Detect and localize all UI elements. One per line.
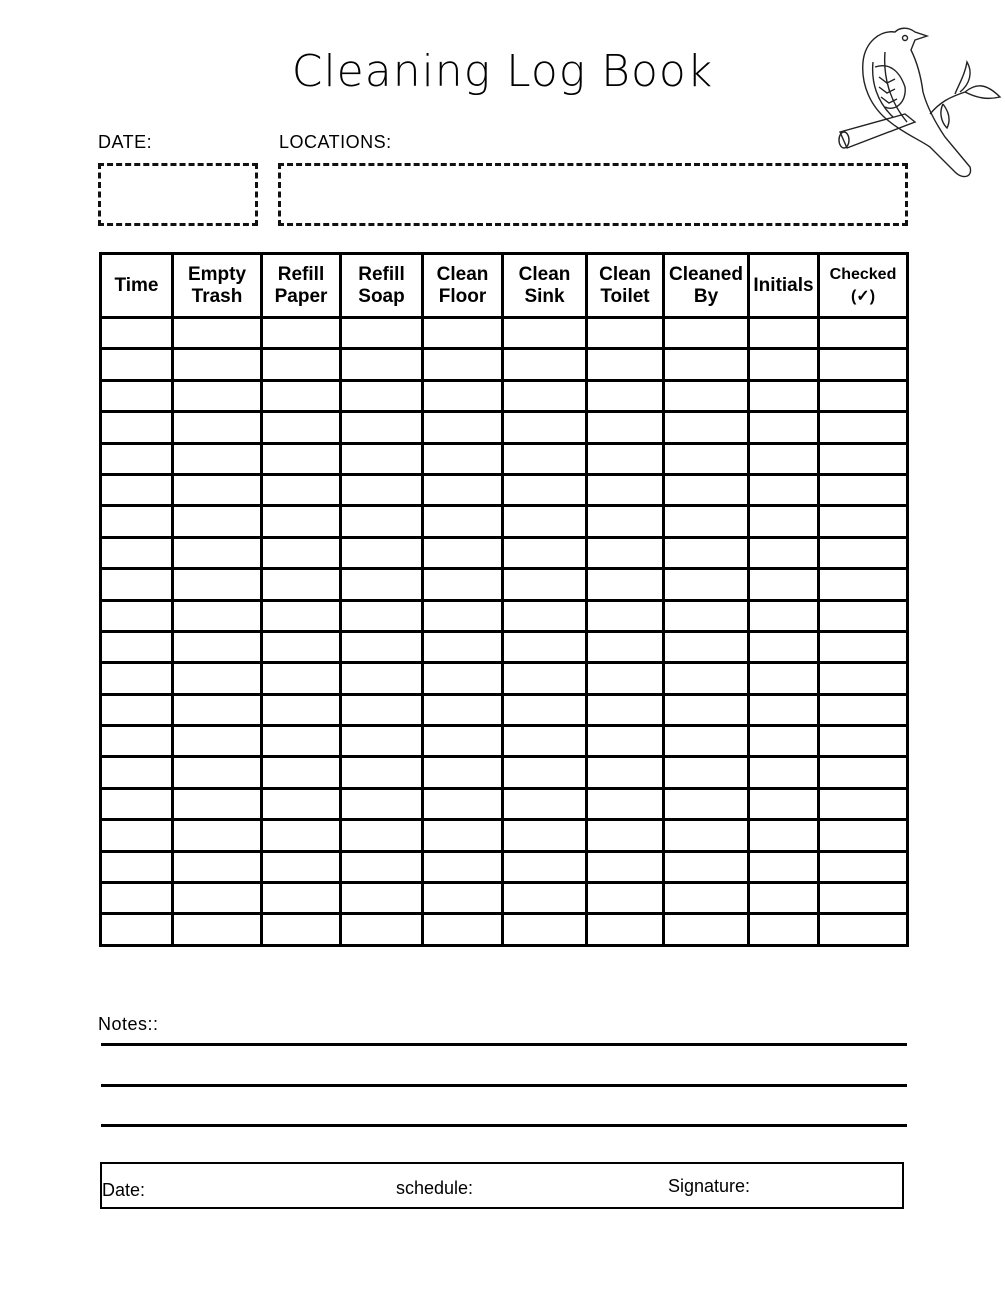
table-cell[interactable]	[503, 788, 587, 819]
page-title: Cleaning Log Book	[291, 46, 714, 97]
table-cell[interactable]	[423, 537, 503, 568]
table-cell[interactable]	[101, 380, 173, 411]
column-header: Clean Sink	[503, 254, 587, 318]
table-cell[interactable]	[503, 914, 587, 945]
table-cell[interactable]	[101, 820, 173, 851]
column-header: Refill Soap	[341, 254, 423, 318]
table-cell[interactable]	[503, 883, 587, 914]
table-cell[interactable]	[101, 914, 173, 945]
table-cell[interactable]	[664, 726, 749, 757]
table-cell[interactable]	[423, 474, 503, 505]
table-cell[interactable]	[664, 883, 749, 914]
table-cell[interactable]	[503, 631, 587, 662]
date-input[interactable]	[98, 163, 258, 226]
table-cell[interactable]	[262, 820, 341, 851]
table-cell[interactable]	[587, 537, 664, 568]
table-cell[interactable]	[819, 820, 908, 851]
table-cell[interactable]	[664, 474, 749, 505]
table-cell[interactable]	[173, 788, 262, 819]
table-row	[101, 380, 908, 411]
table-cell[interactable]	[503, 569, 587, 600]
table-cell[interactable]	[587, 820, 664, 851]
table-cell[interactable]	[503, 820, 587, 851]
table-cell[interactable]	[173, 380, 262, 411]
table-cell[interactable]	[341, 349, 423, 380]
table-cell[interactable]	[341, 600, 423, 631]
table-cell[interactable]	[503, 506, 587, 537]
table-cell[interactable]	[341, 788, 423, 819]
table-cell[interactable]	[101, 631, 173, 662]
table-cell[interactable]	[423, 663, 503, 694]
table-cell[interactable]	[749, 726, 819, 757]
table-cell[interactable]	[587, 412, 664, 443]
table-cell[interactable]	[819, 380, 908, 411]
table-cell[interactable]	[262, 443, 341, 474]
table-cell[interactable]	[819, 788, 908, 819]
table-cell[interactable]	[101, 663, 173, 694]
table-cell[interactable]	[749, 788, 819, 819]
table-cell[interactable]	[664, 349, 749, 380]
table-cell[interactable]	[664, 537, 749, 568]
table-cell[interactable]	[423, 600, 503, 631]
table-cell[interactable]	[173, 631, 262, 662]
table-row	[101, 443, 908, 474]
table-row	[101, 663, 908, 694]
table-row	[101, 631, 908, 662]
table-cell[interactable]	[587, 349, 664, 380]
table-cell[interactable]	[423, 694, 503, 725]
table-row	[101, 820, 908, 851]
table-cell[interactable]	[587, 474, 664, 505]
table-cell[interactable]	[664, 318, 749, 349]
table-cell[interactable]	[262, 694, 341, 725]
table-cell[interactable]	[173, 883, 262, 914]
table-cell[interactable]	[341, 380, 423, 411]
table-cell[interactable]	[664, 694, 749, 725]
table-row	[101, 412, 908, 443]
table-cell[interactable]	[587, 443, 664, 474]
table-cell[interactable]	[101, 726, 173, 757]
table-row	[101, 600, 908, 631]
table-cell[interactable]	[749, 412, 819, 443]
table-cell[interactable]	[173, 694, 262, 725]
table-cell[interactable]	[173, 349, 262, 380]
locations-label: LOCATIONS:	[279, 132, 392, 152]
table-cell[interactable]	[503, 694, 587, 725]
table-cell[interactable]	[749, 537, 819, 568]
table-cell[interactable]	[819, 443, 908, 474]
table-cell[interactable]	[819, 569, 908, 600]
table-cell[interactable]	[341, 851, 423, 882]
table-cell[interactable]	[341, 474, 423, 505]
table-cell[interactable]	[101, 788, 173, 819]
table-cell[interactable]	[819, 757, 908, 788]
table-cell[interactable]	[749, 318, 819, 349]
table-cell[interactable]	[262, 914, 341, 945]
table-cell[interactable]	[341, 726, 423, 757]
locations-input[interactable]	[278, 163, 908, 226]
table-cell[interactable]	[423, 506, 503, 537]
column-header: Cleaned By	[664, 254, 749, 318]
table-cell[interactable]	[503, 349, 587, 380]
table-cell[interactable]	[262, 726, 341, 757]
table-cell[interactable]	[664, 631, 749, 662]
table-cell[interactable]	[173, 757, 262, 788]
table-cell[interactable]	[664, 380, 749, 411]
table-cell[interactable]	[101, 412, 173, 443]
column-header: Clean Toilet	[587, 254, 664, 318]
table-cell[interactable]	[587, 506, 664, 537]
table-cell[interactable]	[819, 506, 908, 537]
table-cell[interactable]	[664, 506, 749, 537]
table-cell[interactable]	[262, 757, 341, 788]
table-cell[interactable]	[664, 569, 749, 600]
cleaning-log-table	[99, 252, 909, 947]
table-cell[interactable]	[749, 569, 819, 600]
table-cell[interactable]	[503, 380, 587, 411]
table-cell[interactable]	[749, 883, 819, 914]
table-cell[interactable]	[262, 883, 341, 914]
table-cell[interactable]	[101, 851, 173, 882]
table-cell[interactable]	[341, 663, 423, 694]
table-cell[interactable]	[262, 631, 341, 662]
table-row	[101, 537, 908, 568]
table-cell[interactable]	[503, 443, 587, 474]
table-cell[interactable]	[423, 820, 503, 851]
table-cell[interactable]	[341, 318, 423, 349]
table-cell[interactable]	[423, 569, 503, 600]
table-cell[interactable]	[819, 694, 908, 725]
table-cell[interactable]	[503, 600, 587, 631]
table-cell[interactable]	[503, 726, 587, 757]
table-cell[interactable]	[587, 380, 664, 411]
table-cell[interactable]	[503, 318, 587, 349]
table-row	[101, 506, 908, 537]
table-cell[interactable]	[173, 914, 262, 945]
table-cell[interactable]	[101, 349, 173, 380]
table-cell[interactable]	[341, 914, 423, 945]
column-header: Initials	[749, 254, 819, 318]
table-cell[interactable]	[819, 851, 908, 882]
table-cell[interactable]	[173, 443, 262, 474]
table-row	[101, 788, 908, 819]
table-cell[interactable]	[101, 506, 173, 537]
table-cell[interactable]	[664, 757, 749, 788]
table-cell[interactable]	[664, 663, 749, 694]
table-cell[interactable]	[819, 663, 908, 694]
table-cell[interactable]	[423, 851, 503, 882]
table-cell[interactable]	[341, 412, 423, 443]
table-cell[interactable]	[173, 506, 262, 537]
table-cell[interactable]	[749, 820, 819, 851]
table-cell[interactable]	[819, 349, 908, 380]
table-cell[interactable]	[173, 726, 262, 757]
table-cell[interactable]	[423, 380, 503, 411]
table-row	[101, 349, 908, 380]
table-cell[interactable]	[749, 474, 819, 505]
table-cell[interactable]	[749, 506, 819, 537]
table-cell[interactable]	[819, 474, 908, 505]
table-row	[101, 851, 908, 882]
table-cell[interactable]	[587, 757, 664, 788]
table-cell[interactable]	[587, 569, 664, 600]
table-cell[interactable]	[664, 443, 749, 474]
table-cell[interactable]	[503, 663, 587, 694]
table-cell[interactable]	[423, 631, 503, 662]
table-cell[interactable]	[262, 569, 341, 600]
notes-line[interactable]	[101, 1043, 907, 1046]
table-cell[interactable]	[503, 537, 587, 568]
notes-line[interactable]	[101, 1124, 907, 1127]
table-cell[interactable]	[262, 349, 341, 380]
table-cell[interactable]	[423, 443, 503, 474]
table-cell[interactable]	[341, 631, 423, 662]
table-cell[interactable]	[423, 914, 503, 945]
table-cell[interactable]	[341, 694, 423, 725]
table-row	[101, 726, 908, 757]
table-cell[interactable]	[262, 600, 341, 631]
table-cell[interactable]	[341, 506, 423, 537]
table-cell[interactable]	[423, 757, 503, 788]
table-cell[interactable]	[262, 506, 341, 537]
table-cell[interactable]	[503, 851, 587, 882]
table-cell[interactable]	[587, 600, 664, 631]
table-cell[interactable]	[503, 412, 587, 443]
table-cell[interactable]	[819, 914, 908, 945]
table-cell[interactable]	[101, 694, 173, 725]
table-cell[interactable]	[262, 474, 341, 505]
table-cell[interactable]	[819, 318, 908, 349]
signature-box	[100, 1162, 904, 1209]
table-cell[interactable]	[173, 537, 262, 568]
table-cell[interactable]	[341, 883, 423, 914]
table-cell[interactable]	[341, 537, 423, 568]
table-cell[interactable]	[749, 443, 819, 474]
table-cell[interactable]	[587, 788, 664, 819]
column-header: Refill Paper	[262, 254, 341, 318]
table-cell[interactable]	[173, 851, 262, 882]
table-cell[interactable]	[664, 600, 749, 631]
table-cell[interactable]	[503, 474, 587, 505]
table-cell[interactable]	[262, 788, 341, 819]
table-cell[interactable]	[664, 851, 749, 882]
notes-label: Notes::	[98, 1014, 159, 1034]
table-cell[interactable]	[819, 600, 908, 631]
table-cell[interactable]	[587, 631, 664, 662]
table-row	[101, 757, 908, 788]
footer-date-label: Date:	[102, 1180, 146, 1200]
table-cell[interactable]	[503, 757, 587, 788]
table-cell[interactable]	[341, 757, 423, 788]
table-cell[interactable]	[587, 694, 664, 725]
table-cell[interactable]	[262, 663, 341, 694]
table-cell[interactable]	[587, 318, 664, 349]
table-cell[interactable]	[749, 694, 819, 725]
footer-schedule-label: schedule:	[396, 1178, 474, 1198]
table-row	[101, 569, 908, 600]
table-cell[interactable]	[749, 663, 819, 694]
table-cell[interactable]	[587, 914, 664, 945]
table-cell[interactable]	[101, 318, 173, 349]
table-cell[interactable]	[173, 663, 262, 694]
table-cell[interactable]	[587, 726, 664, 757]
table-cell[interactable]	[101, 600, 173, 631]
table-cell[interactable]	[173, 820, 262, 851]
table-cell[interactable]	[101, 569, 173, 600]
table-cell[interactable]	[101, 474, 173, 505]
table-row	[101, 318, 908, 349]
table-cell[interactable]	[819, 631, 908, 662]
column-header: Checked (✓)	[819, 254, 908, 318]
table-cell[interactable]	[749, 851, 819, 882]
table-cell[interactable]	[262, 412, 341, 443]
table-cell[interactable]	[423, 788, 503, 819]
notes-line[interactable]	[101, 1084, 907, 1087]
table-cell[interactable]	[101, 537, 173, 568]
table-row	[101, 883, 908, 914]
column-header: Clean Floor	[423, 254, 503, 318]
table-cell[interactable]	[423, 349, 503, 380]
table-cell[interactable]	[341, 569, 423, 600]
table-cell[interactable]	[749, 631, 819, 662]
table-cell[interactable]	[819, 883, 908, 914]
table-row	[101, 474, 908, 505]
table-cell[interactable]	[587, 663, 664, 694]
table-cell[interactable]	[101, 883, 173, 914]
table-cell[interactable]	[664, 412, 749, 443]
table-cell[interactable]	[173, 474, 262, 505]
table-cell[interactable]	[819, 537, 908, 568]
table-cell[interactable]	[341, 443, 423, 474]
table-cell[interactable]	[262, 380, 341, 411]
table-row	[101, 914, 908, 945]
table-cell[interactable]	[173, 569, 262, 600]
table-cell[interactable]	[173, 600, 262, 631]
table-cell[interactable]	[423, 412, 503, 443]
table-cell[interactable]	[587, 851, 664, 882]
table-cell[interactable]	[819, 726, 908, 757]
table-cell[interactable]	[173, 412, 262, 443]
footer-signature-label: Signature:	[668, 1176, 751, 1196]
table-cell[interactable]	[749, 349, 819, 380]
table-cell[interactable]	[101, 443, 173, 474]
table-cell[interactable]	[664, 788, 749, 819]
table-cell[interactable]	[749, 380, 819, 411]
table-cell[interactable]	[173, 318, 262, 349]
table-cell[interactable]	[664, 820, 749, 851]
table-cell[interactable]	[749, 600, 819, 631]
table-cell[interactable]	[664, 914, 749, 945]
table-cell[interactable]	[101, 757, 173, 788]
table-cell[interactable]	[262, 851, 341, 882]
date-label: DATE:	[98, 132, 153, 152]
header-row	[101, 254, 908, 318]
table-cell[interactable]	[262, 537, 341, 568]
table-cell[interactable]	[819, 412, 908, 443]
table-cell[interactable]	[587, 883, 664, 914]
column-header: Time	[101, 254, 173, 318]
table-cell[interactable]	[749, 757, 819, 788]
table-cell[interactable]	[423, 883, 503, 914]
table-cell[interactable]	[262, 318, 341, 349]
table-cell[interactable]	[341, 820, 423, 851]
table-cell[interactable]	[423, 726, 503, 757]
table-cell[interactable]	[423, 318, 503, 349]
table-cell[interactable]	[749, 914, 819, 945]
column-header: Empty Trash	[173, 254, 262, 318]
bird-on-branch-icon	[835, 22, 1005, 182]
table-row	[101, 694, 908, 725]
